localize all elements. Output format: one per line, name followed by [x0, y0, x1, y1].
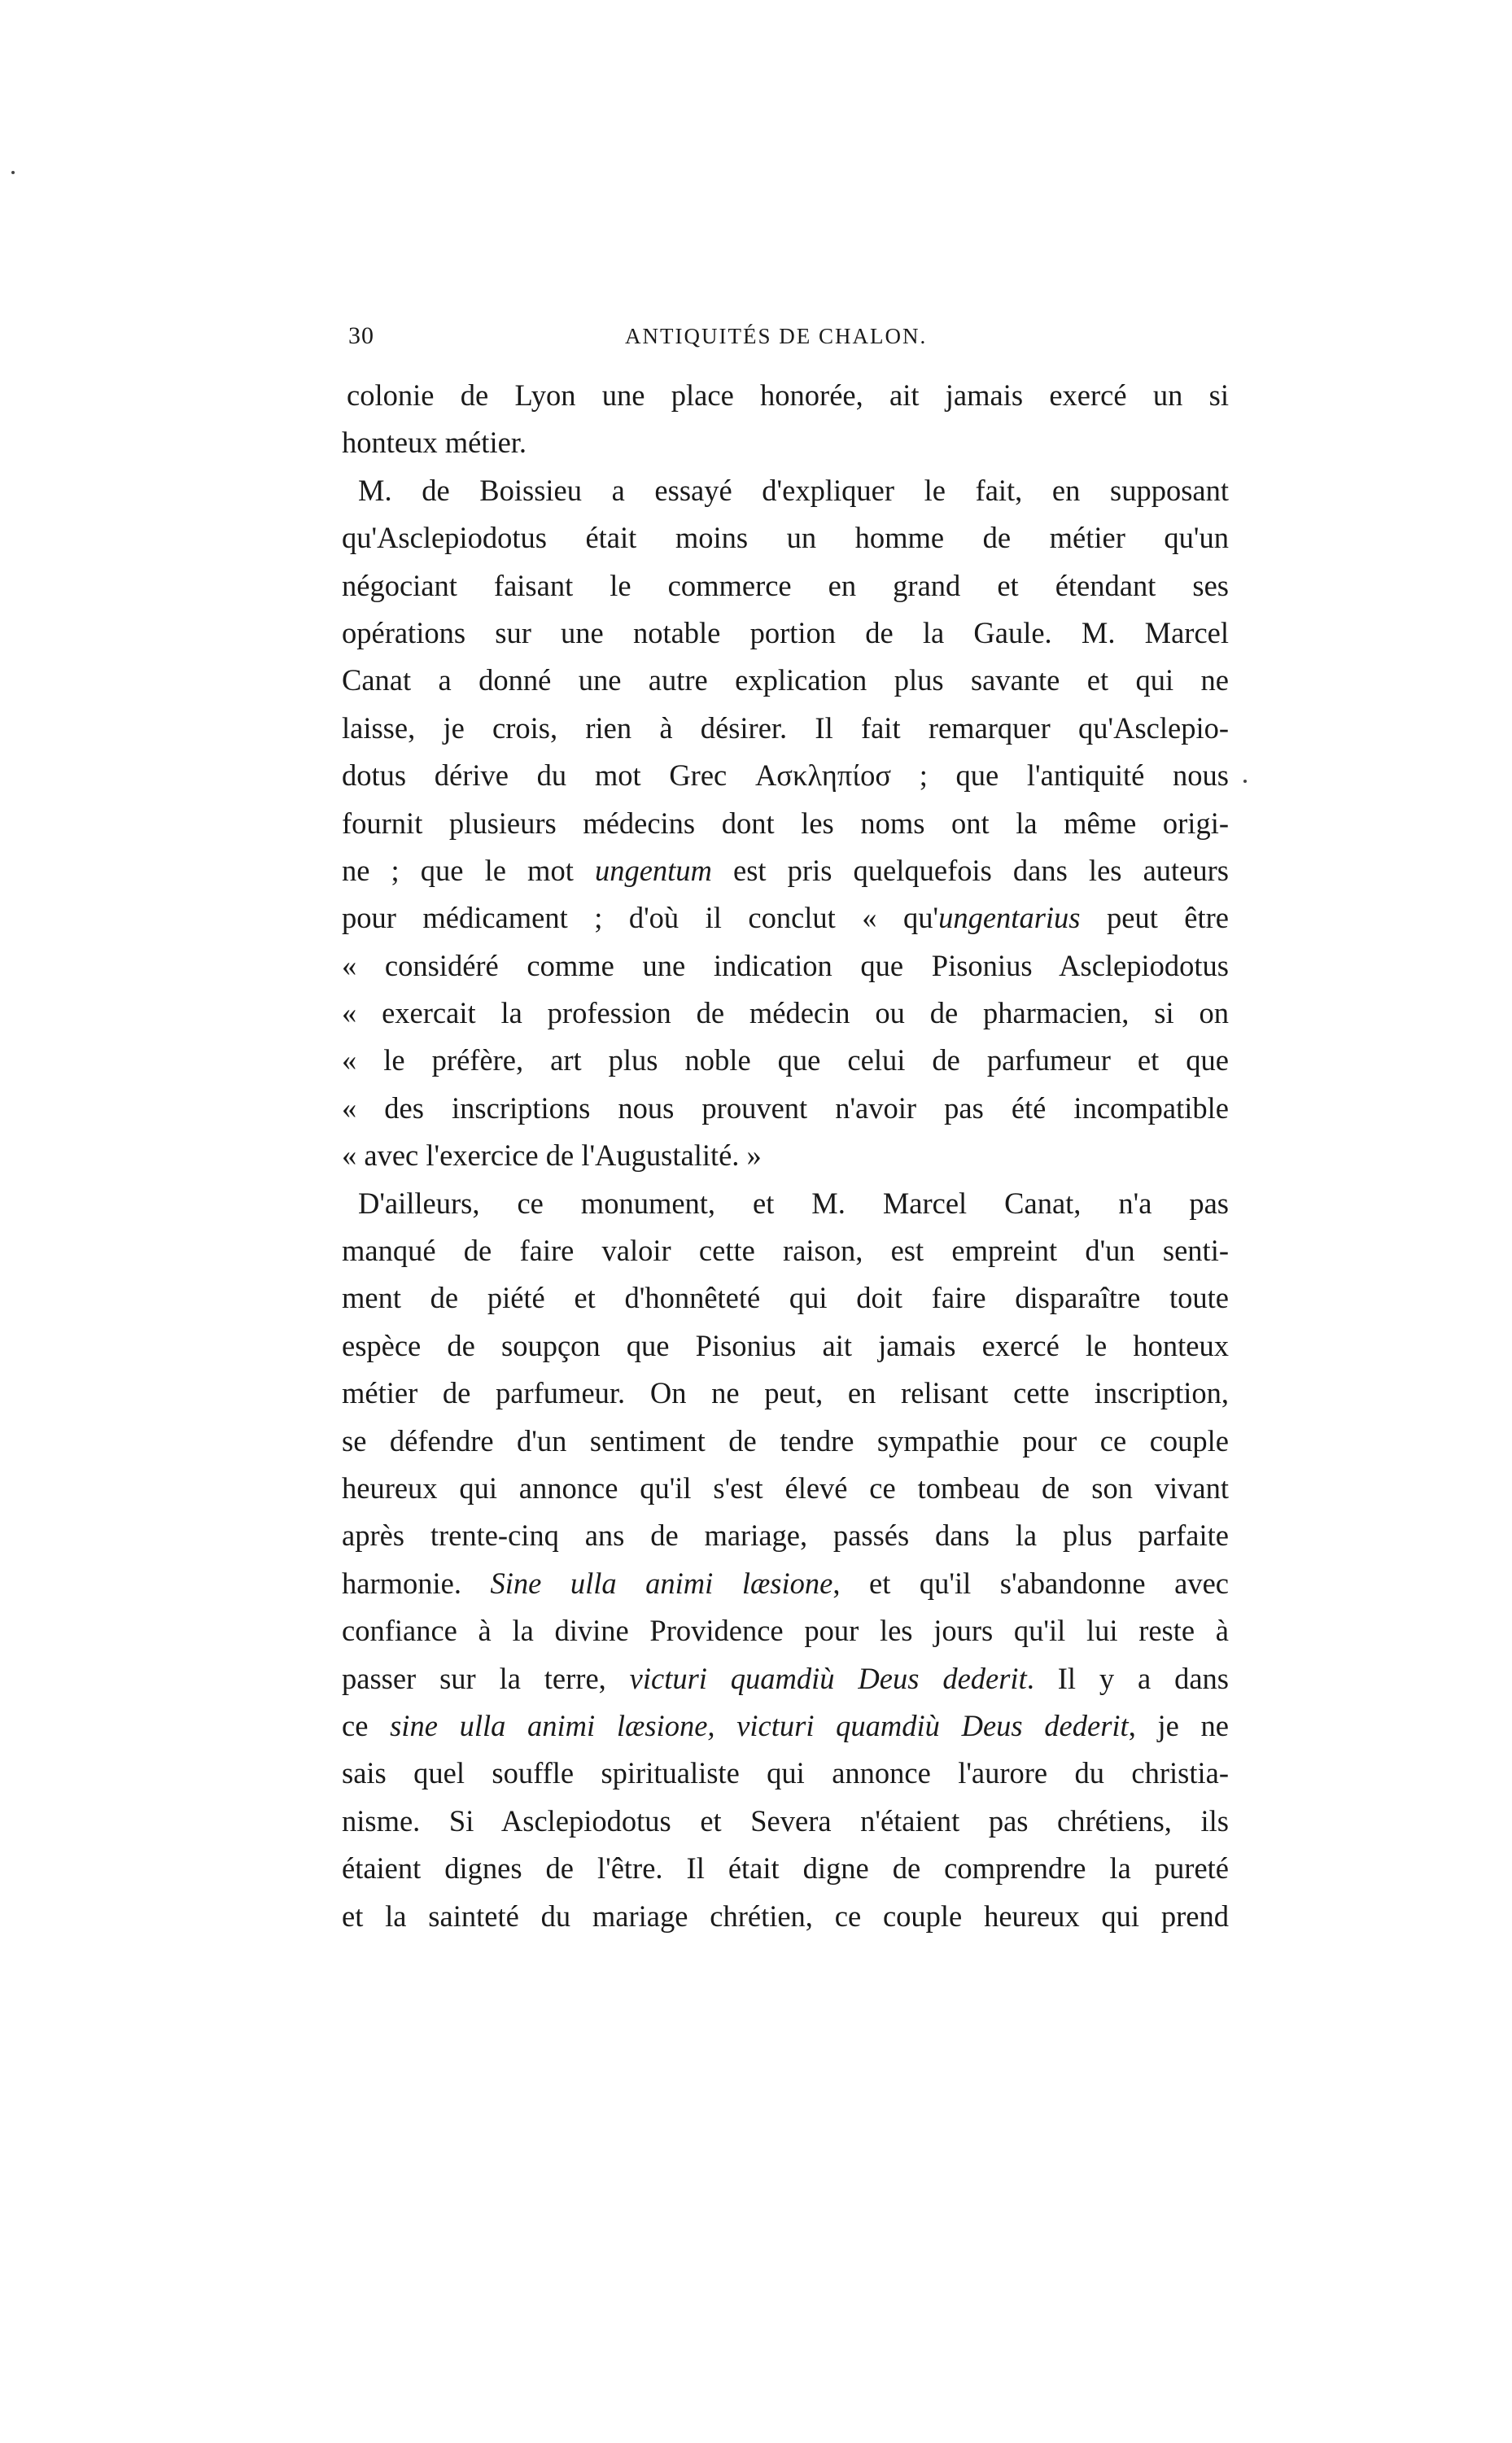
running-header: [348, 322, 1260, 355]
text-line: confiance à la divine Providence pour les jours qu'il lui reste à: [342, 1614, 1229, 1648]
text-line: opérations sur une notable portion de la Gaule. M. Marcel: [342, 615, 1229, 649]
text-line: ce sine ulla animi læsione, victuri quamdiù Deus dederit, je ne: [342, 1708, 1229, 1742]
quotation-line: « des inscriptions nous prouvent n'avoir pas été incompatible: [342, 1090, 1229, 1125]
running-title: ANTIQUITÉS DE CHALON.: [625, 324, 928, 348]
text-line: passer sur la terre, victuri quamdiù Deus dederit. Il y a dans: [342, 1661, 1229, 1695]
text-line: dotus dérive du mot Grec Ασκληπίοσ ; que l'antiquité nous: [342, 758, 1229, 793]
text-line: heureux qui annonce qu'il s'est élevé ce tombeau de son vivant: [342, 1471, 1229, 1505]
latin-quote: Sine ulla animi læsione: [490, 1566, 833, 1600]
page-number: 30: [348, 322, 374, 349]
text-line: colonie de Lyon une place honorée, ait jamais exercé un si: [347, 378, 1229, 412]
text-line: ne ; que le mot ungentum est pris quelquefois dans les auteurs: [342, 853, 1229, 887]
text-line: Canat a donné une autre explication plus savante et qui ne: [342, 663, 1229, 697]
latin-quote: sine ulla animi læsione, victuri quamdiù Deus dederit: [390, 1708, 1129, 1742]
text-line: après trente-cinq ans de mariage, passés dans la plus parfaite: [342, 1519, 1229, 1553]
text-line: ment de piété et d'honnêteté qui doit faire disparaître toute: [342, 1281, 1229, 1315]
text-line: et la sainteté du mariage chrétien, ce couple heureux qui prend: [342, 1899, 1229, 1933]
quotation-line: « considéré comme une indication que Pisonius Asclepiodotus: [342, 948, 1229, 982]
text-line: manqué de faire valoir cette raison, est empreint d'un senti-: [342, 1234, 1229, 1268]
body-text: [342, 372, 1229, 1940]
quotation-line: « exercait la profession de médecin ou de pharmacien, si on: [342, 996, 1229, 1030]
paragraph-start-line: D'ailleurs, ce monument, et M. Marcel Canat, n'a pas: [358, 1186, 1229, 1220]
text-line: métier de parfumeur. On ne peut, en relisant cette inscription,: [342, 1376, 1229, 1410]
text-line: pour médicament ; d'où il conclut « qu'ungentarius peut être: [342, 901, 1230, 935]
italic-term: ungentum: [594, 853, 712, 887]
scan-speck: [1243, 780, 1247, 783]
text-line: espèce de soupçon que Pisonius ait jamais exercé le honteux: [342, 1328, 1229, 1362]
quotation-line: « avec l'exercice de l'Augustalité. »: [342, 1138, 762, 1173]
italic-term: ungentarius: [938, 901, 1081, 935]
text-line: négociant faisant le commerce en grand et étendant ses: [342, 568, 1229, 602]
latin-quote: victuri quamdiù Deus dederit: [629, 1661, 1027, 1695]
greek-word: Ασκληπίοσ: [754, 758, 892, 793]
text-line: sais quel souffle spiritualiste qui annonce l'aurore du christia-: [342, 1756, 1229, 1790]
paragraph-start-line: M. de Boissieu a essayé d'expliquer le fait, en supposant: [358, 473, 1229, 507]
text-line: fournit plusieurs médecins dont les noms ont la même origi-: [342, 806, 1229, 840]
quotation-line: « le préfère, art plus noble que celui de parfumeur et que: [342, 1043, 1229, 1077]
text-line: harmonie. Sine ulla animi læsione, et qu'il s'abandonne avec: [342, 1566, 1230, 1600]
scan-speck: [11, 171, 15, 174]
text-line: nisme. Si Asclepiodotus et Severa n'étaient pas chrétiens, ils: [342, 1803, 1229, 1838]
text-line: honteux métier.: [342, 426, 527, 460]
text-line: étaient dignes de l'être. Il était digne de comprendre la pureté: [342, 1851, 1229, 1886]
text-line: qu'Asclepiodotus était moins un homme de métier qu'un: [342, 521, 1229, 555]
text-line: laisse, je crois, rien à désirer. Il fait remarquer qu'Asclepio-: [342, 710, 1229, 745]
text-line: se défendre d'un sentiment de tendre sympathie pour ce couple: [342, 1423, 1229, 1457]
